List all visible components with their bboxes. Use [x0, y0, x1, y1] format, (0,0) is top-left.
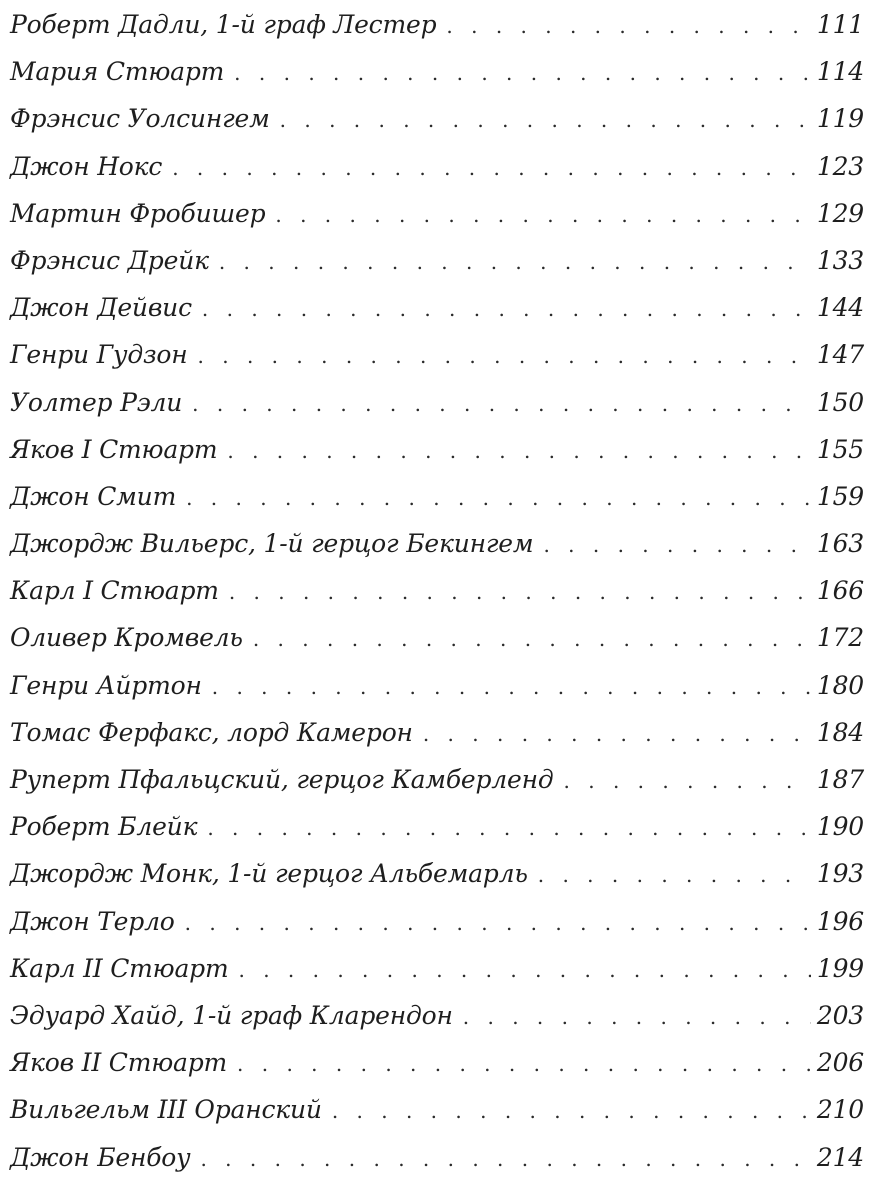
entry-title: Руперт Пфальцский, герцог Камберленд [10, 765, 554, 794]
entry-page-number: 203 [816, 1000, 864, 1030]
toc-entry [10, 576, 864, 623]
entry-page-number: 184 [816, 717, 864, 747]
toc-entry [10, 859, 864, 906]
entry-title: Эдуард Хайд, 1-й граф Кларендон [10, 1000, 453, 1030]
toc-entry [10, 293, 864, 340]
toc-entry [10, 1143, 864, 1190]
dot-leader [229, 580, 811, 604]
toc-entry [10, 623, 864, 670]
dot-leader [543, 533, 810, 557]
entry-page-number: 144 [816, 293, 864, 323]
entry-title: Генри Гудзон [10, 340, 188, 370]
entry-page-number: 150 [816, 387, 864, 417]
dot-leader [234, 61, 811, 85]
toc-entry [10, 435, 864, 482]
dot-leader [186, 486, 811, 510]
entry-page-number: 119 [816, 104, 864, 134]
toc-entry [10, 1095, 864, 1142]
dot-leader [238, 958, 810, 982]
toc-entry [10, 57, 864, 104]
entry-page-number: 147 [816, 340, 864, 370]
toc-entry [10, 1001, 864, 1048]
toc-entry [10, 388, 864, 435]
toc-entry [10, 152, 864, 199]
dot-leader [538, 863, 811, 887]
entry-title: Фрэнсис Уолсингем [10, 104, 270, 134]
toc-entry [10, 765, 864, 812]
dot-leader [463, 1005, 811, 1029]
entry-title: Фрэнсис Дрейк [10, 245, 209, 275]
entry-title: Роберт Дадли, 1-й граф Лестер [10, 10, 437, 39]
toc-entry [10, 1048, 864, 1095]
dot-leader [423, 722, 811, 746]
entry-page-number: 193 [816, 859, 864, 889]
entry-title: Джон Терло [10, 906, 175, 936]
entry-page-number: 129 [816, 198, 864, 228]
toc-entry [10, 718, 864, 765]
entry-page-number: 114 [816, 57, 864, 87]
entry-page-number: 210 [816, 1095, 864, 1125]
entry-page-number: 163 [816, 529, 864, 559]
dot-leader [200, 1147, 810, 1171]
dot-leader [446, 14, 810, 38]
toc-entry [10, 671, 864, 718]
dot-leader [227, 439, 811, 463]
entry-title: Томас Ферфакс, лорд Камерон [10, 717, 413, 747]
toc-entry [10, 199, 864, 246]
entry-title: Джон Смит [10, 481, 177, 511]
entry-page-number: 199 [816, 953, 864, 983]
entry-page-number: 166 [816, 576, 864, 606]
dot-leader [275, 203, 811, 227]
toc-entry [10, 954, 864, 1001]
dot-leader [185, 911, 811, 935]
entry-title: Мария Стюарт [10, 57, 225, 87]
entry-title: Карл I Стюарт [10, 576, 219, 606]
dot-leader [564, 769, 811, 793]
dot-leader [192, 392, 811, 416]
toc-entry [10, 10, 864, 57]
toc-entry [10, 340, 864, 387]
entry-page-number: 172 [816, 623, 864, 653]
dot-leader [237, 1052, 811, 1076]
entry-page-number: 187 [816, 765, 864, 794]
dot-leader [212, 675, 811, 699]
entry-page-number: 111 [816, 10, 864, 39]
entry-title: Джордж Монк, 1-й герцог Альбемарль [10, 859, 528, 889]
entry-page-number: 180 [816, 670, 864, 700]
dot-leader [280, 108, 811, 132]
entry-title: Джордж Вильерс, 1-й герцог Бекингем [10, 529, 534, 559]
entry-title: Уолтер Рэли [10, 387, 183, 417]
entry-title: Мартин Фробишер [10, 198, 266, 228]
dot-leader [172, 156, 811, 180]
entry-title: Яков I Стюарт [10, 434, 218, 464]
dot-leader [253, 627, 811, 651]
dot-leader [332, 1099, 811, 1123]
entry-page-number: 123 [816, 151, 864, 181]
entry-title: Джон Дейвис [10, 293, 192, 323]
entry-title: Джон Бенбоу [10, 1142, 191, 1172]
entry-page-number: 196 [816, 906, 864, 936]
dot-leader [202, 297, 811, 321]
entry-title: Оливер Кромвель [10, 623, 243, 653]
entry-title: Роберт Блейк [10, 812, 198, 842]
toc-entry [10, 529, 864, 576]
toc-entry [10, 104, 864, 151]
dot-leader [198, 344, 811, 368]
table-of-contents [10, 10, 864, 1190]
entry-page-number: 206 [816, 1048, 864, 1078]
entry-title: Вильгельм III Оранский [10, 1095, 322, 1125]
entry-page-number: 133 [816, 245, 864, 275]
entry-page-number: 190 [816, 812, 864, 842]
entry-page-number: 155 [816, 434, 864, 464]
entry-page-number: 214 [816, 1142, 864, 1172]
entry-title: Генри Айртон [10, 670, 202, 700]
toc-entry [10, 812, 864, 859]
dot-leader [219, 250, 811, 274]
dot-leader [207, 816, 811, 840]
entry-title: Яков II Стюарт [10, 1048, 228, 1078]
entry-title: Джон Нокс [10, 151, 163, 181]
toc-entry [10, 907, 864, 954]
toc-entry [10, 246, 864, 293]
entry-title: Карл II Стюарт [10, 953, 229, 983]
entry-page-number: 159 [816, 481, 864, 511]
toc-entry [10, 482, 864, 529]
